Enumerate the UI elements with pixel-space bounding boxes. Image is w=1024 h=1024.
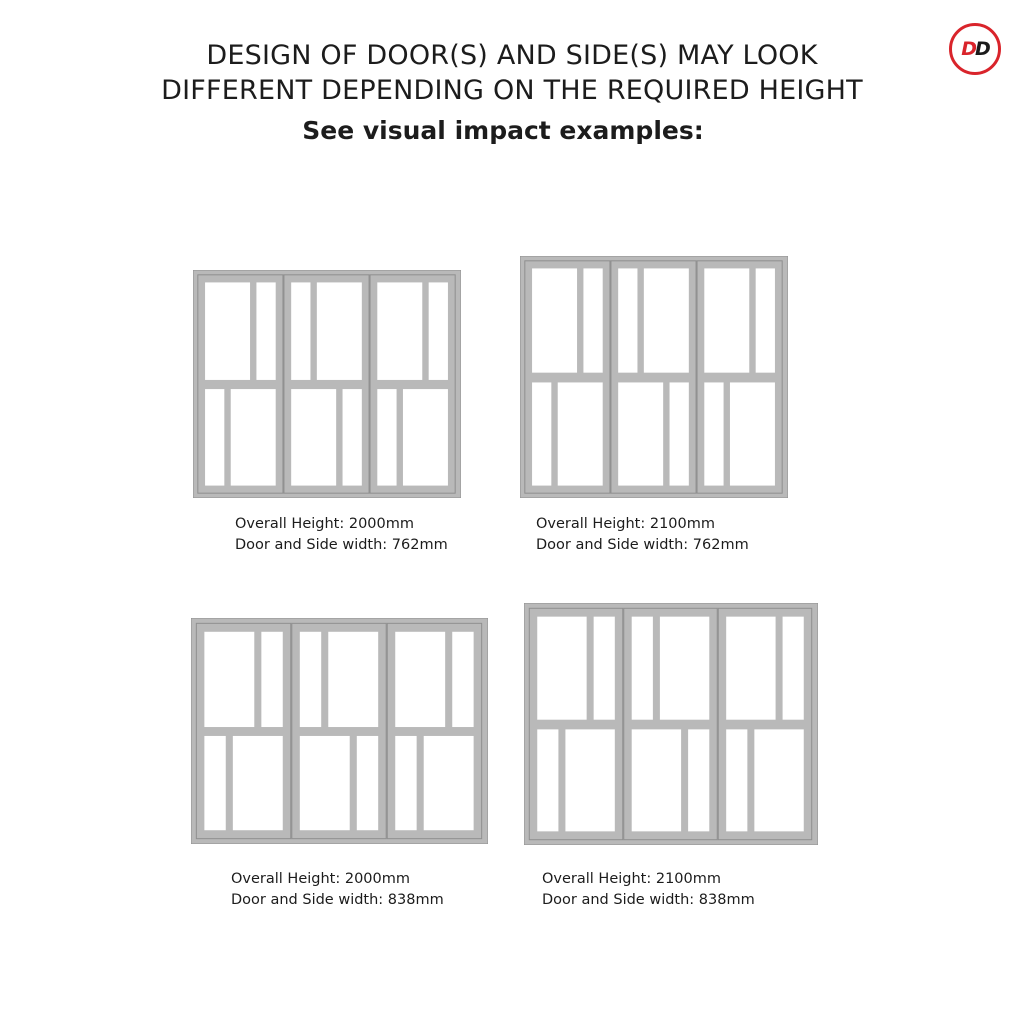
glass-pane <box>783 617 804 720</box>
glass-pane <box>328 632 378 727</box>
glass-pane <box>343 389 362 486</box>
glass-pane <box>204 632 254 727</box>
example-2000-838 <box>191 618 488 844</box>
glass-pane <box>205 389 224 486</box>
panel-width-label: Door and Side width: 762mm <box>235 537 448 553</box>
glass-pane <box>565 729 614 831</box>
glass-pane <box>756 268 775 372</box>
caption-2100-838 <box>542 869 755 911</box>
glass-pane <box>632 729 681 831</box>
glass-pane <box>670 382 689 485</box>
glass-pane <box>704 268 749 372</box>
glass-pane <box>632 617 653 720</box>
dd-logo <box>949 23 1001 75</box>
glass-pane <box>644 268 689 372</box>
glass-pane <box>395 632 445 727</box>
glass-pane <box>704 382 723 485</box>
glass-pane <box>291 389 336 486</box>
door-set-diagram <box>524 603 818 845</box>
glass-pane <box>300 632 321 727</box>
glass-pane <box>618 382 663 485</box>
heading-line-2: DIFFERENT DEPENDING ON THE REQUIRED HEIGHT <box>161 75 863 106</box>
overall-height-label: Overall Height: 2000mm <box>235 516 415 532</box>
glass-pane <box>583 268 602 372</box>
glass-pane <box>660 617 709 720</box>
door-set-diagram <box>191 618 488 844</box>
glass-pane <box>204 736 225 830</box>
glass-pane <box>726 617 775 720</box>
glass-pane <box>537 617 586 720</box>
logo-letter-red: D <box>961 38 975 60</box>
glass-pane <box>618 268 637 372</box>
glass-pane <box>730 382 775 485</box>
glass-pane <box>395 736 416 830</box>
heading <box>0 38 1024 108</box>
panel-width-label: Door and Side width: 838mm <box>542 892 755 908</box>
glass-pane <box>377 282 422 380</box>
door-set-diagram <box>520 256 788 498</box>
glass-pane <box>261 632 282 727</box>
glass-pane <box>256 282 275 380</box>
subheading: See visual impact examples: <box>302 116 704 145</box>
caption-2000-838 <box>231 869 444 911</box>
glass-pane <box>532 382 551 485</box>
overall-height-label: Overall Height: 2100mm <box>536 516 716 532</box>
glass-pane <box>377 389 396 486</box>
glass-pane <box>403 389 448 486</box>
panel-width-label: Door and Side width: 762mm <box>536 537 749 553</box>
glass-pane <box>688 729 709 831</box>
overall-height-label: Overall Height: 2000mm <box>231 871 411 887</box>
glass-pane <box>291 282 310 380</box>
glass-pane <box>300 736 350 830</box>
glass-pane <box>424 736 474 830</box>
caption-2000-762 <box>235 514 448 556</box>
logo-text <box>961 38 989 60</box>
caption-2100-762 <box>536 514 749 556</box>
logo-letter-dark: D <box>975 38 989 60</box>
example-2000-762 <box>193 270 461 498</box>
panel-width-label: Door and Side width: 838mm <box>231 892 444 908</box>
glass-pane <box>532 268 577 372</box>
glass-pane <box>594 617 615 720</box>
example-2100-838 <box>524 603 818 845</box>
heading-line-1: DESIGN OF DOOR(S) AND SIDE(S) MAY LOOK <box>206 40 818 71</box>
glass-pane <box>233 736 283 830</box>
overall-height-label: Overall Height: 2100mm <box>542 871 722 887</box>
glass-pane <box>452 632 473 727</box>
glass-pane <box>429 282 448 380</box>
glass-pane <box>726 729 747 831</box>
glass-pane <box>205 282 250 380</box>
example-2100-762 <box>520 256 788 498</box>
glass-pane <box>231 389 276 486</box>
glass-pane <box>754 729 803 831</box>
glass-pane <box>558 382 603 485</box>
door-set-diagram <box>193 270 461 498</box>
glass-pane <box>537 729 558 831</box>
glass-pane <box>317 282 362 380</box>
glass-pane <box>357 736 378 830</box>
